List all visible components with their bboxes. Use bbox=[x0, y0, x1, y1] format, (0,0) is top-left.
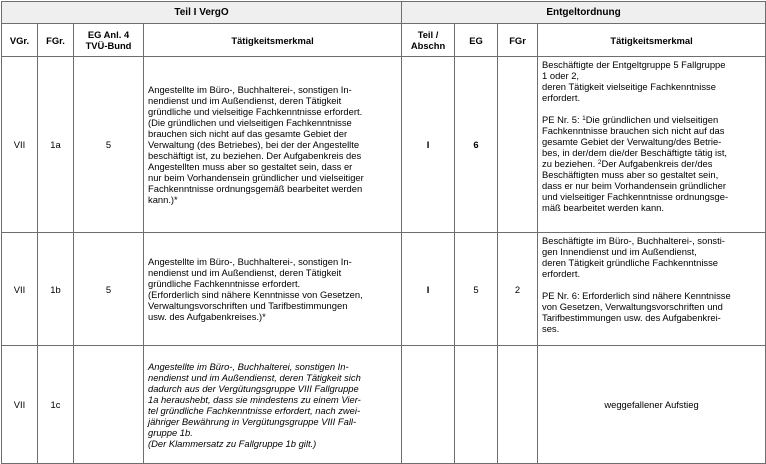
cell-teil: I bbox=[402, 233, 455, 346]
cell-eg: 6 bbox=[455, 57, 498, 233]
cell-fgr-right: 2 bbox=[498, 233, 538, 346]
section-teil-i-vergo: Teil I VergO bbox=[2, 2, 402, 24]
cell-fgr: 1c bbox=[38, 346, 74, 464]
column-header-row bbox=[2, 24, 766, 57]
cell-merkmal-right bbox=[538, 57, 766, 233]
cell-eg-anl bbox=[74, 346, 144, 464]
cell-teil bbox=[402, 346, 455, 464]
cell-vgr: VII bbox=[2, 346, 38, 464]
section-header-row bbox=[2, 2, 766, 24]
cell-merkmal-left bbox=[144, 57, 402, 233]
table-row bbox=[2, 233, 766, 346]
header-merkmal-left: Tätigkeitsmerkmal bbox=[144, 24, 402, 57]
header-teil-text: Teil / Abschn bbox=[410, 29, 446, 51]
cell-vgr: VII bbox=[2, 233, 38, 346]
cell-vgr: VII bbox=[2, 57, 38, 233]
header-merkmal-right: Tätigkeitsmerkmal bbox=[538, 24, 766, 57]
table-row bbox=[2, 57, 766, 233]
cell-merkmal-left bbox=[144, 346, 402, 464]
cell-merkmal-right: weggefallener Aufstieg bbox=[538, 346, 766, 464]
comparison-table bbox=[1, 1, 766, 464]
cell-eg-anl: 5 bbox=[74, 233, 144, 346]
merkmal-left-text: Angestellte im Büro-, Buchhalterei-, sonstigen In- nendienst und im Außendienst, deren Tätigkeit gründliche und vielseitige Fachkenntnisse erfordert. (Die gründlichen und vielseitigen Fachkenntnisse brauchen sich nicht auf das gesamte Gebiet der Verwaltung (des Betriebes), bei der der Angestellte beschäftigt ist, zu beziehen. Der Aufgabenkreis des Angestellten muss aber so gestaltet sein, dass er nur beim Vorhandensein gründlicher und vielseitiger Fachkenntnisse ordnungsgemäß bearbeitet werden kann.)* bbox=[148, 84, 364, 205]
table-row bbox=[2, 346, 766, 464]
merkmal-left-text: Angestellte im Büro-, Buchhalterei, sonstigen In- nendienst und im Außendienst, deren Tätigkeit sich dadurch aus der Vergütungsgruppe VIII Fallgruppe 1a heraushebt, dass sie mindestens zu einem Vier- tel gründliche Fachkenntnisse erfordert, nach zwei- jähriger Bewährung in Vergütungsgruppe VIII Fall- gruppe 1b. (Der Klammersatz zu Fallgruppe 1b gilt.) bbox=[148, 360, 361, 449]
cell-eg-anl: 5 bbox=[74, 57, 144, 233]
pe-sup-2: 2 bbox=[597, 159, 602, 166]
pe-note bbox=[542, 114, 761, 213]
cell-teil: I bbox=[402, 57, 455, 233]
header-vgr: VGr. bbox=[2, 24, 38, 57]
cell-fgr: 1a bbox=[38, 57, 74, 233]
entgelt-intro-text: Beschäftigte der Entgeltgruppe 5 Fallgruppe 1 oder 2, deren Tätigkeit vielseitige Fachkenntnisse erfordert. bbox=[542, 59, 726, 103]
cell-fgr-right bbox=[498, 57, 538, 233]
pe-text-2: Der Aufgabenkreis der/des Beschäftigten muss aber so gestaltet sein, dass er nur beim Vorhandensein gründlicher und vielseitiger Fachkenntnisse ordnungsge- mäß bearbeitet werden kann. bbox=[542, 158, 729, 213]
cell-merkmal-left bbox=[144, 233, 402, 346]
entgelt-intro-text: Beschäftigte im Büro-, Buchhalterei-, sonsti- gen Innendienst und im Außendienst, deren Tätigkeit gründliche Fachkenntnisse erfordert. bbox=[542, 235, 725, 279]
cell-merkmal-right bbox=[538, 233, 766, 346]
pe-label: PE Nr. 5: bbox=[542, 114, 583, 125]
cell-eg bbox=[455, 346, 498, 464]
header-eg: EG bbox=[455, 24, 498, 57]
header-eg-anl-text: EG Anl. 4 TVÜ-Bund bbox=[85, 29, 132, 51]
pe-text-1: Die gründlichen und vielseitigen Fachkenntnisse brauchen sich nicht auf das gesamte Gebiet der Verwaltung/des Betrie- bes, in der/dem die/der Beschäftigte tätig ist, zu beziehen. bbox=[542, 114, 728, 169]
pe-note: PE Nr. 6: Erforderlich sind nähere Kenntnisse von Gesetzen, Verwaltungsvorschriften und Tarifbestimmungen usw. des Aufgabenkrei- ses. bbox=[542, 290, 731, 334]
section-entgeltordnung: Entgeltordnung bbox=[402, 2, 766, 24]
header-teil bbox=[402, 24, 455, 57]
header-fgr: FGr. bbox=[38, 24, 74, 57]
cell-eg: 5 bbox=[455, 233, 498, 346]
cell-fgr-right bbox=[498, 346, 538, 464]
pe-sup-1: 1 bbox=[582, 115, 586, 122]
cell-fgr: 1b bbox=[38, 233, 74, 346]
merkmal-left-text: Angestellte im Büro-, Buchhalterei-, sonstigen In- nendienst und im Außendienst, deren Tätigkeit gründliche Fachkenntnisse erfordert. (Erforderlich sind nähere Kenntnisse von Gesetzen, Verwaltungsvorschriften und Tarifbestimmungen usw. des Aufgabenkreises.)* bbox=[148, 256, 363, 322]
header-eg-anl bbox=[74, 24, 144, 57]
header-fgr-right: FGr bbox=[498, 24, 538, 57]
